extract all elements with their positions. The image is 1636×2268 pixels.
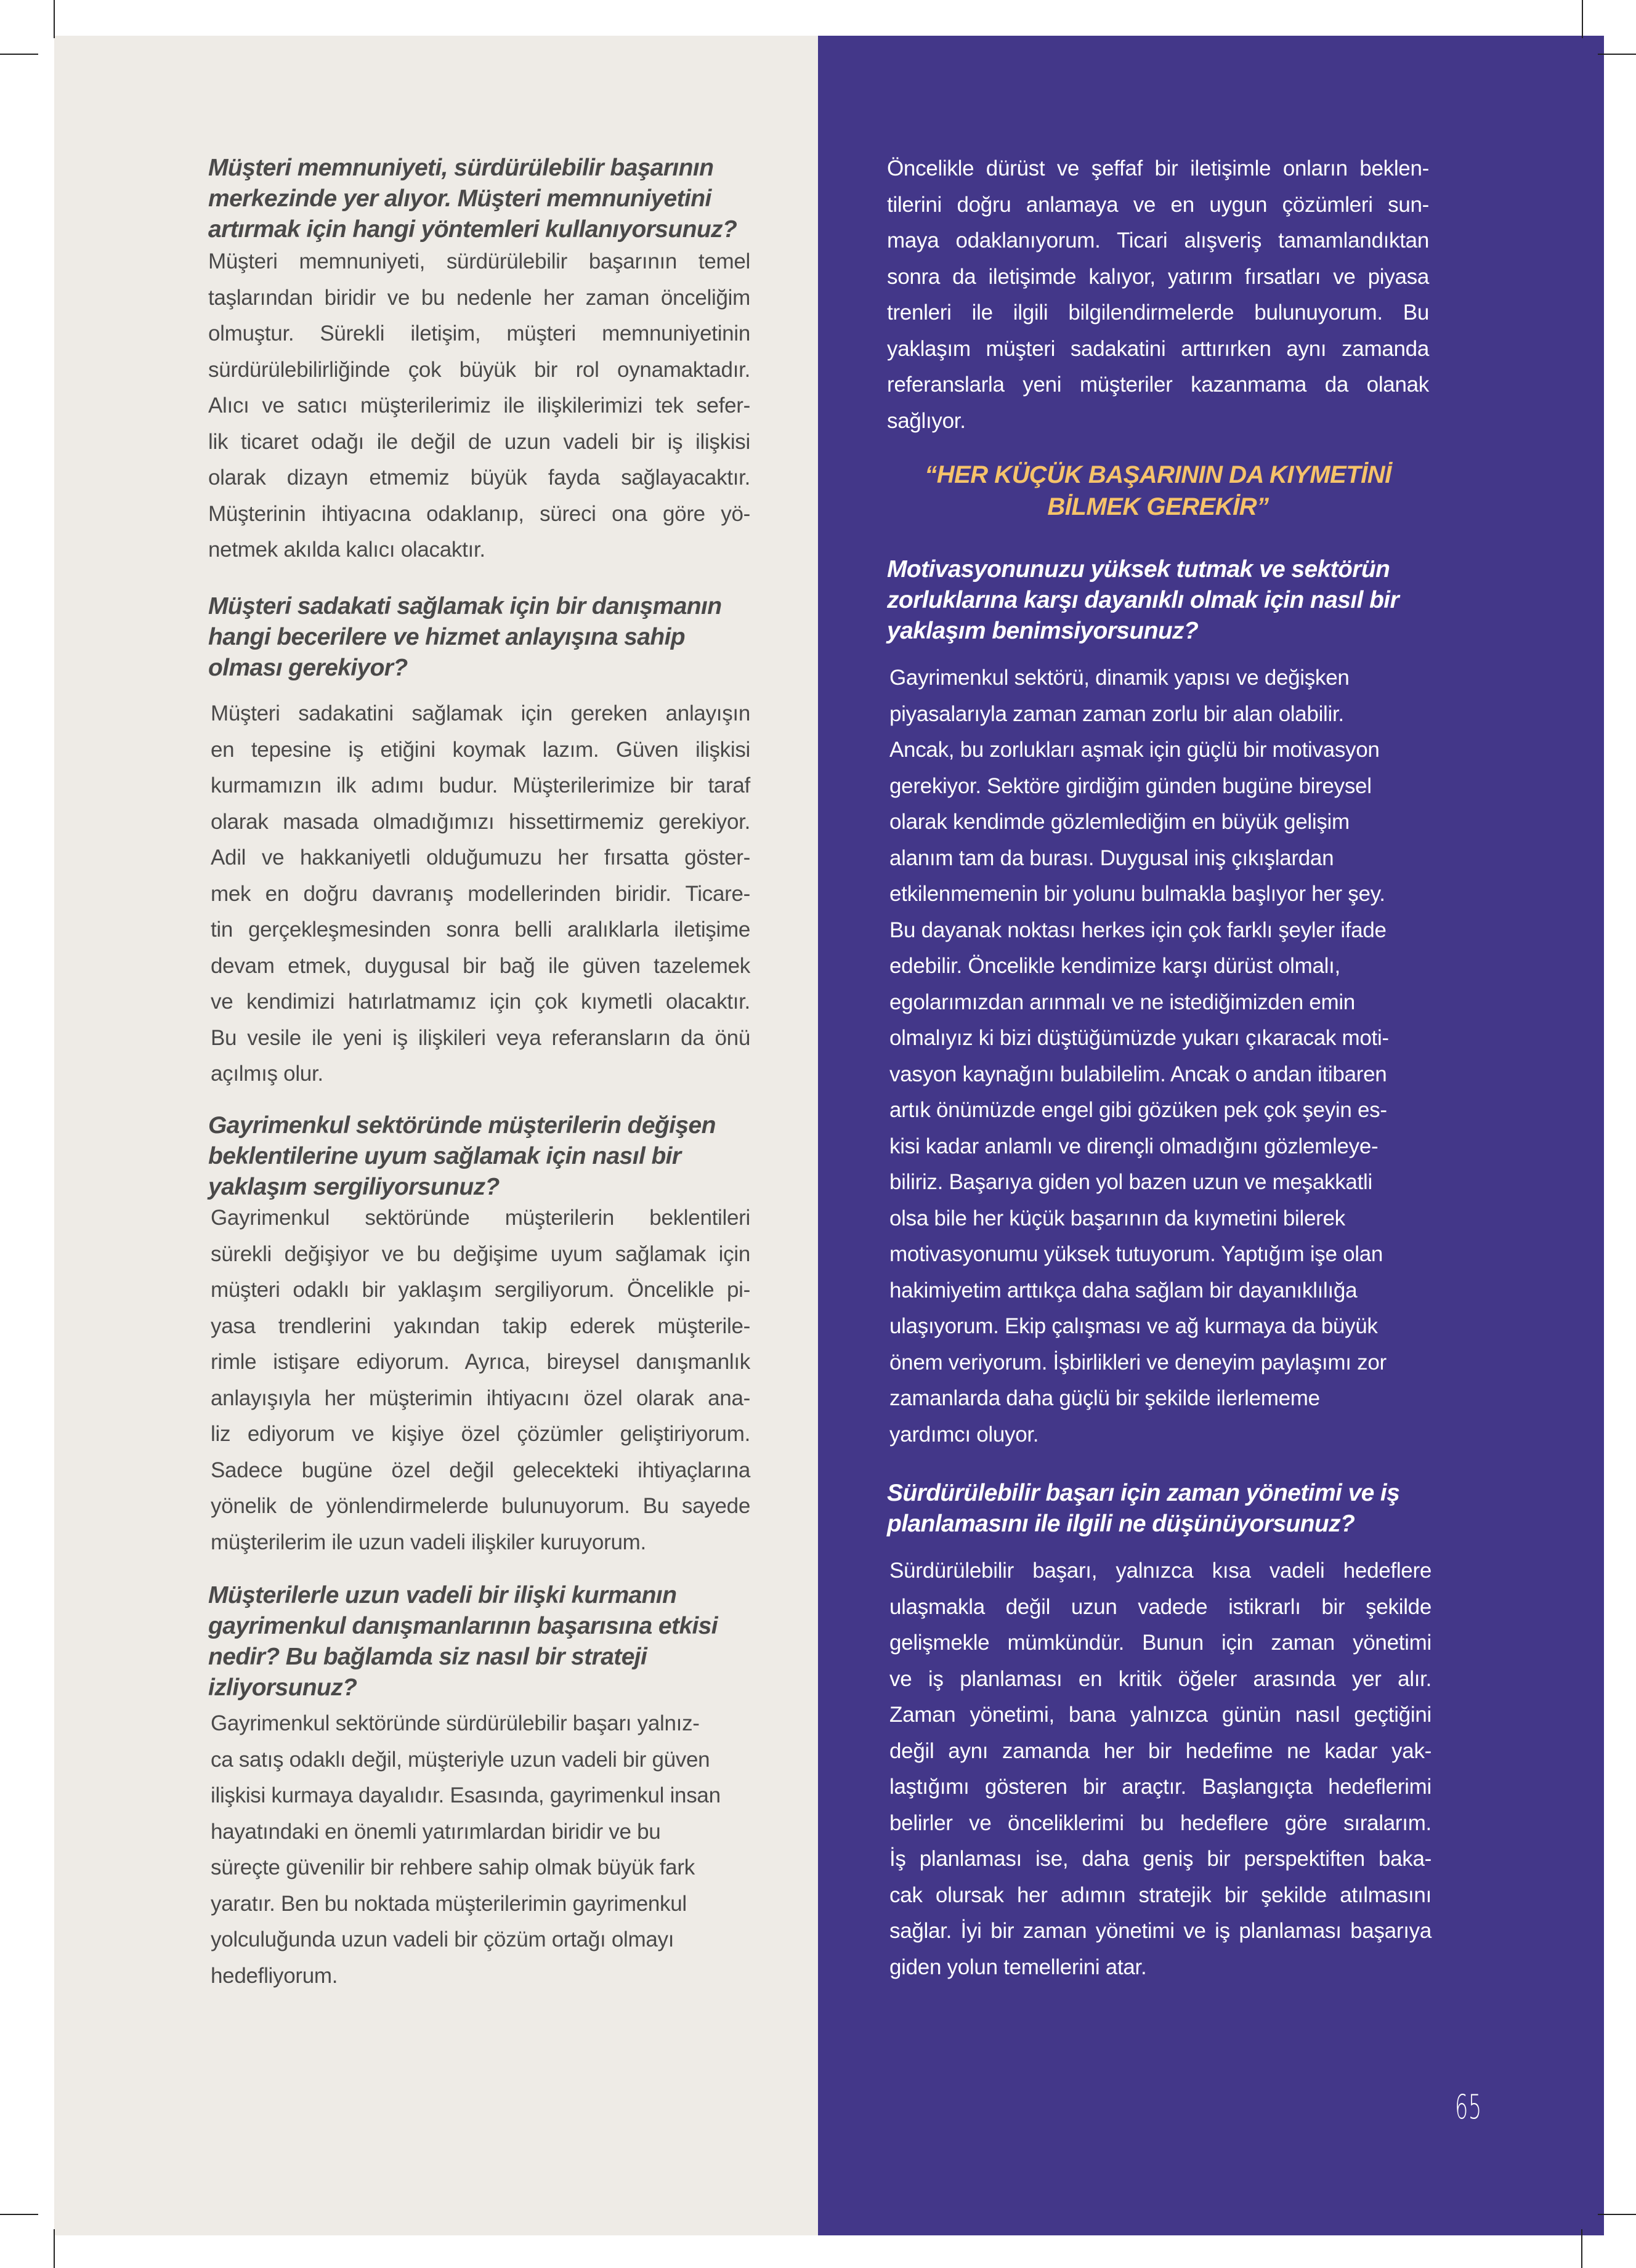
text-line: devam etmek, duygusal bir bağ ile güven tazelemek bbox=[211, 953, 750, 978]
interview-question bbox=[208, 153, 750, 245]
text-line: olarak kendimde gözlemlediğim en büyük gelişim bbox=[889, 810, 1350, 834]
text-line: netmek akılda kalıcı olacaktır. bbox=[208, 538, 485, 562]
crop-mark-top-right-vertical bbox=[1582, 0, 1583, 38]
text-line: mek en doğru davranış modellerinden biridir. Ticare- bbox=[211, 881, 750, 906]
interview-answer bbox=[887, 1553, 1432, 1985]
text-line: rimle istişare ediyorum. Ayrıca, bireysel danışmanlık bbox=[211, 1350, 750, 1374]
interview-section bbox=[208, 153, 750, 568]
interview-section bbox=[208, 1110, 750, 1560]
crop-mark-top-right-horizontal bbox=[1598, 54, 1636, 55]
question-line: Müşteri sadakati sağlamak için bir danışmanın bbox=[208, 593, 722, 619]
interview-answer bbox=[208, 1200, 750, 1560]
text-line: sağlıyor. bbox=[887, 408, 966, 433]
question-line: merkezinde yer alıyor. Müşteri memnuniyetini bbox=[208, 185, 711, 212]
text-line: yolculuğunda uzun vadeli bir çözüm ortağı olmayı bbox=[211, 1927, 674, 1951]
interview-answer bbox=[887, 660, 1435, 1453]
text-line: Bu vesile ile yeni iş ilişkileri veya referansların da önü bbox=[211, 1025, 750, 1050]
question-line: artırmak için hangi yöntemleri kullanıyorsunuz? bbox=[208, 216, 737, 243]
text-line: gerekiyor. Sektöre girdiğim günden bugüne bireysel bbox=[889, 773, 1372, 798]
text-line: alanım tam da burası. Duygusal iniş çıkışlardan bbox=[889, 845, 1334, 870]
text-line: motivasyonumu yüksek tutuyorum. Yaptığım işe olan bbox=[889, 1242, 1383, 1266]
text-line: sonra da iletişimde kalıyor, yatırım fırsatları ve piyasa bbox=[887, 264, 1429, 289]
pull-quote bbox=[887, 459, 1429, 523]
text-line: trenleri ile ilgili bilgilendirmelerde bulunuyorum. Bu bbox=[887, 301, 1429, 325]
text-line: yasa trendlerini yakından takip ederek müşterile- bbox=[211, 1314, 750, 1338]
question-line: nedir? Bu bağlamda siz nasıl bir strateji bbox=[208, 1644, 647, 1670]
question-line: hangi becerilere ve hizmet anlayışına sahip bbox=[208, 624, 686, 650]
text-line: olsa bile her küçük başarının da kıymetini bilerek bbox=[889, 1206, 1345, 1230]
question-line: izliyorsunuz? bbox=[208, 1674, 357, 1701]
text-line: Zaman yönetimi, bana yalnızca günün nasıl geçtiğini bbox=[889, 1703, 1432, 1727]
text-line: hayatındaki en önemli yatırımlardan biridir ve bu bbox=[211, 1819, 661, 1844]
interview-question bbox=[208, 1110, 750, 1203]
interview-question bbox=[208, 1580, 750, 1703]
text-line: belirler ve önceliklerimi bu hedeflere göre sıralarım. bbox=[889, 1810, 1432, 1835]
question-line: Motivasyonunuzu yüksek tutmak ve sektörün bbox=[887, 556, 1390, 583]
question-line: gayrimenkul danışmanlarının başarısına etkisi bbox=[208, 1613, 718, 1639]
text-line: Gayrimenkul sektöründe sürdürülebilir başarı yalnız- bbox=[211, 1711, 700, 1735]
text-line: kisi kadar anlamlı ve dirençli olmadığını gözlemleye- bbox=[889, 1134, 1379, 1158]
question-line: Sürdürülebilir başarı için zaman yönetimi ve iş bbox=[887, 1480, 1400, 1506]
text-line: Bu dayanak noktası herkes için çok farklı şeyler ifade bbox=[889, 918, 1387, 942]
text-line: Gayrimenkul sektörü, dinamik yapısı ve değişken bbox=[889, 666, 1350, 690]
intro-answer bbox=[887, 151, 1429, 439]
text-line: Gayrimenkul sektöründe müşterilerin beklentileri bbox=[211, 1206, 750, 1230]
text-line: ve iş planlaması en kritik öğeler arasında yer alır. bbox=[889, 1666, 1432, 1691]
text-line: liz ediyorum ve kişiye özel çözümler geliştiriyorum. bbox=[211, 1422, 750, 1446]
crop-mark-bottom-left-horizontal bbox=[0, 2214, 38, 2215]
interview-question bbox=[887, 1478, 1435, 1540]
text-line: kurmamızın ilk adımı budur. Müşterilerimize bir taraf bbox=[211, 773, 750, 797]
text-line: Ancak, bu zorlukları aşmak için güçlü bir motivasyon bbox=[889, 738, 1380, 762]
pull-quote-line: “HER KÜÇÜK BAŞARININ DA KIYMETİNİ bbox=[925, 461, 1391, 488]
text-line: yaklaşım müşteri sadakatini arttırırken aynı zamanda bbox=[887, 336, 1429, 361]
crop-mark-top-left-horizontal bbox=[0, 54, 38, 55]
text-line: zamanlarda daha güçlü bir şekilde ilerlememe bbox=[889, 1386, 1320, 1410]
question-line: beklentilerine uyum sağlamak için nasıl bir bbox=[208, 1143, 681, 1169]
text-line: ca satış odaklı değil, müşteriyle uzun vadeli bir güven bbox=[211, 1747, 710, 1772]
text-line: Müşterinin ihtiyacına odaklanıp, süreci ona göre yö- bbox=[208, 501, 750, 526]
text-line: açılmış olur. bbox=[211, 1062, 323, 1086]
interview-answer bbox=[208, 244, 750, 568]
text-line: değil aynı zamanda her bir hedefime ne kadar yak- bbox=[889, 1738, 1432, 1763]
question-line: Müşterilerle uzun vadeli bir ilişki kurmanın bbox=[208, 1582, 677, 1608]
text-line: müşterilerim ile uzun vadeli ilişkiler kuruyorum. bbox=[211, 1530, 646, 1554]
text-line: ilişkisi kurmaya dayalıdır. Esasında, gayrimenkul insan bbox=[211, 1783, 721, 1807]
text-line: sağlar. İyi bir zaman yönetimi ve iş planlaması başarıya bbox=[889, 1919, 1432, 1943]
text-line: yaratır. Ben bu noktada müşterilerimin gayrimenkul bbox=[211, 1891, 687, 1916]
text-line: yönelik de yönlendirmelerde bulunuyorum. Bu sayede bbox=[211, 1494, 750, 1518]
text-line: taşlarından biridir ve bu nedenle her zaman önceliğim bbox=[208, 285, 750, 310]
text-line: ulaşıyorum. Ekip çalışması ve ağ kurmaya da büyük bbox=[889, 1314, 1378, 1338]
question-line: olması gerekiyor? bbox=[208, 655, 408, 681]
question-line: yaklaşım benimsiyorsunuz? bbox=[887, 618, 1199, 644]
interview-question bbox=[887, 554, 1435, 647]
text-line: edebilir. Öncelikle kendimize karşı dürüst olmalı, bbox=[889, 954, 1340, 978]
question-line: yaklaşım sergiliyorsunuz? bbox=[208, 1174, 500, 1200]
text-line: Müşteri sadakatini sağlamak için gereken anlayışın bbox=[211, 701, 750, 725]
text-line: hakimiyetim arttıkça daha sağlam bir dayanıklılığa bbox=[889, 1278, 1358, 1302]
text-line: ulaşmakla değil uzun vadede istikrarlı bir şekilde bbox=[889, 1594, 1432, 1619]
text-line: en tepesine iş etiğini koymak lazım. Güven ilişkisi bbox=[211, 737, 750, 762]
text-line: ve kendimizi hatırlatmamız için çok kıymetli olacaktır. bbox=[211, 990, 750, 1014]
crop-mark-top-left-vertical bbox=[54, 0, 55, 38]
text-line: giden yolun temellerini atar. bbox=[889, 1955, 1147, 1979]
text-line: tilerini doğru anlamaya ve en uygun çözümleri sun- bbox=[887, 192, 1429, 217]
text-line: piyasalarıyla zaman zaman zorlu bir alan olabilir. bbox=[889, 701, 1344, 726]
text-line: Alıcı ve satıcı müşterilerimiz ile ilişkilerimizi tek sefer- bbox=[208, 393, 750, 418]
text-line: Öncelikle dürüst ve şeffaf bir iletişimle onların beklen- bbox=[887, 156, 1429, 180]
text-line: artık önümüzde engel gibi gözüken pek çok şeyin es- bbox=[889, 1098, 1387, 1122]
text-line: gelişmekle mümkündür. Bunun için zaman yönetimi bbox=[889, 1631, 1432, 1655]
interview-question bbox=[208, 591, 750, 684]
text-line: etkilenmemenin bir yolunu bulmakla başlıyor her şey. bbox=[889, 882, 1385, 906]
text-line: cak olursak her adımın stratejik bir şekilde atılmasını bbox=[889, 1883, 1432, 1907]
crop-mark-bottom-right-vertical bbox=[1581, 2229, 1582, 2268]
crop-mark-bottom-left-vertical bbox=[54, 2229, 55, 2268]
interview-answer bbox=[208, 696, 750, 1092]
text-line: önem veriyorum. İşbirlikleri ve deneyim paylaşımı zor bbox=[889, 1350, 1387, 1374]
text-line: anlayışıyla her müşterimin ihtiyacını özel olarak ana- bbox=[211, 1386, 750, 1410]
text-line: tin gerçekleşmesinden sonra belli aralıklarla iletişime bbox=[211, 918, 750, 942]
text-line: vasyon kaynağını bulabilelim. Ancak o andan itibaren bbox=[889, 1062, 1387, 1086]
interview-section bbox=[887, 554, 1435, 1453]
text-line: Müşteri memnuniyeti, sürdürülebilir başarının temel bbox=[208, 249, 750, 273]
text-line: Sadece bugüne özel değil gelecekteki ihtiyaçlarına bbox=[211, 1458, 750, 1482]
interview-section bbox=[887, 1478, 1435, 1985]
text-line: olmalıyız ki bizi düştüğümüzde yukarı çıkaracak moti- bbox=[889, 1026, 1389, 1050]
question-line: Gayrimenkul sektöründe müşterilerin değişen bbox=[208, 1112, 716, 1139]
question-line: zorluklarına karşı dayanıklı olmak için nasıl bir bbox=[887, 587, 1399, 613]
question-line: planlamasını ile ilgili ne düşünüyorsunuz? bbox=[887, 1511, 1355, 1537]
text-line: İş planlaması ise, daha geniş bir perspektiften baka- bbox=[889, 1847, 1432, 1871]
page-number: 65 bbox=[1455, 2088, 1482, 2126]
text-line: sürekli değişiyor ve bu değişime uyum sağlamak için bbox=[211, 1241, 750, 1266]
interview-section bbox=[208, 1580, 750, 1994]
interview-answer bbox=[208, 1706, 750, 1994]
text-line: hedefliyorum. bbox=[211, 1963, 338, 1988]
crop-mark-bottom-right-horizontal bbox=[1598, 2214, 1636, 2215]
question-line: Müşteri memnuniyeti, sürdürülebilir başarının bbox=[208, 155, 714, 181]
text-line: referanslarla yeni müşteriler kazanmama da olanak bbox=[887, 373, 1429, 397]
text-line: süreçte güvenilir bir rehbere sahip olmak büyük fark bbox=[211, 1855, 695, 1879]
text-line: müşteri odaklı bir yaklaşım sergiliyorum. Öncelikle pi- bbox=[211, 1278, 750, 1302]
pull-quote-line: BİLMEK GEREKİR” bbox=[1047, 493, 1269, 520]
interview-section bbox=[208, 591, 750, 1092]
text-line: sürdürülebilirliğinde çok büyük bir rol oynamaktadır. bbox=[208, 357, 750, 382]
text-line: biliriz. Başarıya giden yol bazen uzun ve meşakkatli bbox=[889, 1170, 1372, 1194]
text-line: egolarımızdan arınmalı ve ne istediğimizden emin bbox=[889, 990, 1355, 1014]
text-line: olarak dizayn etmemiz büyük fayda sağlayacaktır. bbox=[208, 466, 750, 490]
text-line: lik ticaret odağı ile değil de uzun vadeli bir iş ilişkisi bbox=[208, 429, 750, 454]
text-line: yardımcı oluyor. bbox=[889, 1422, 1039, 1447]
text-line: maya odaklanıyorum. Ticari alışveriş tamamlandıktan bbox=[887, 228, 1429, 252]
text-line: olmuştur. Sürekli iletişim, müşteri memnuniyetinin bbox=[208, 321, 750, 345]
text-line: Sürdürülebilir başarı, yalnızca kısa vadeli hedeflere bbox=[889, 1559, 1432, 1583]
text-line: olarak masada olmadığımızı hissettirmemiz gerekiyor. bbox=[211, 809, 750, 834]
text-line: laştığımı gösteren bir araçtır. Başlangıçta hedeflerimi bbox=[889, 1775, 1432, 1799]
text-line: Adil ve hakkaniyetli olduğumuzu her fırsatta göster- bbox=[211, 845, 750, 870]
